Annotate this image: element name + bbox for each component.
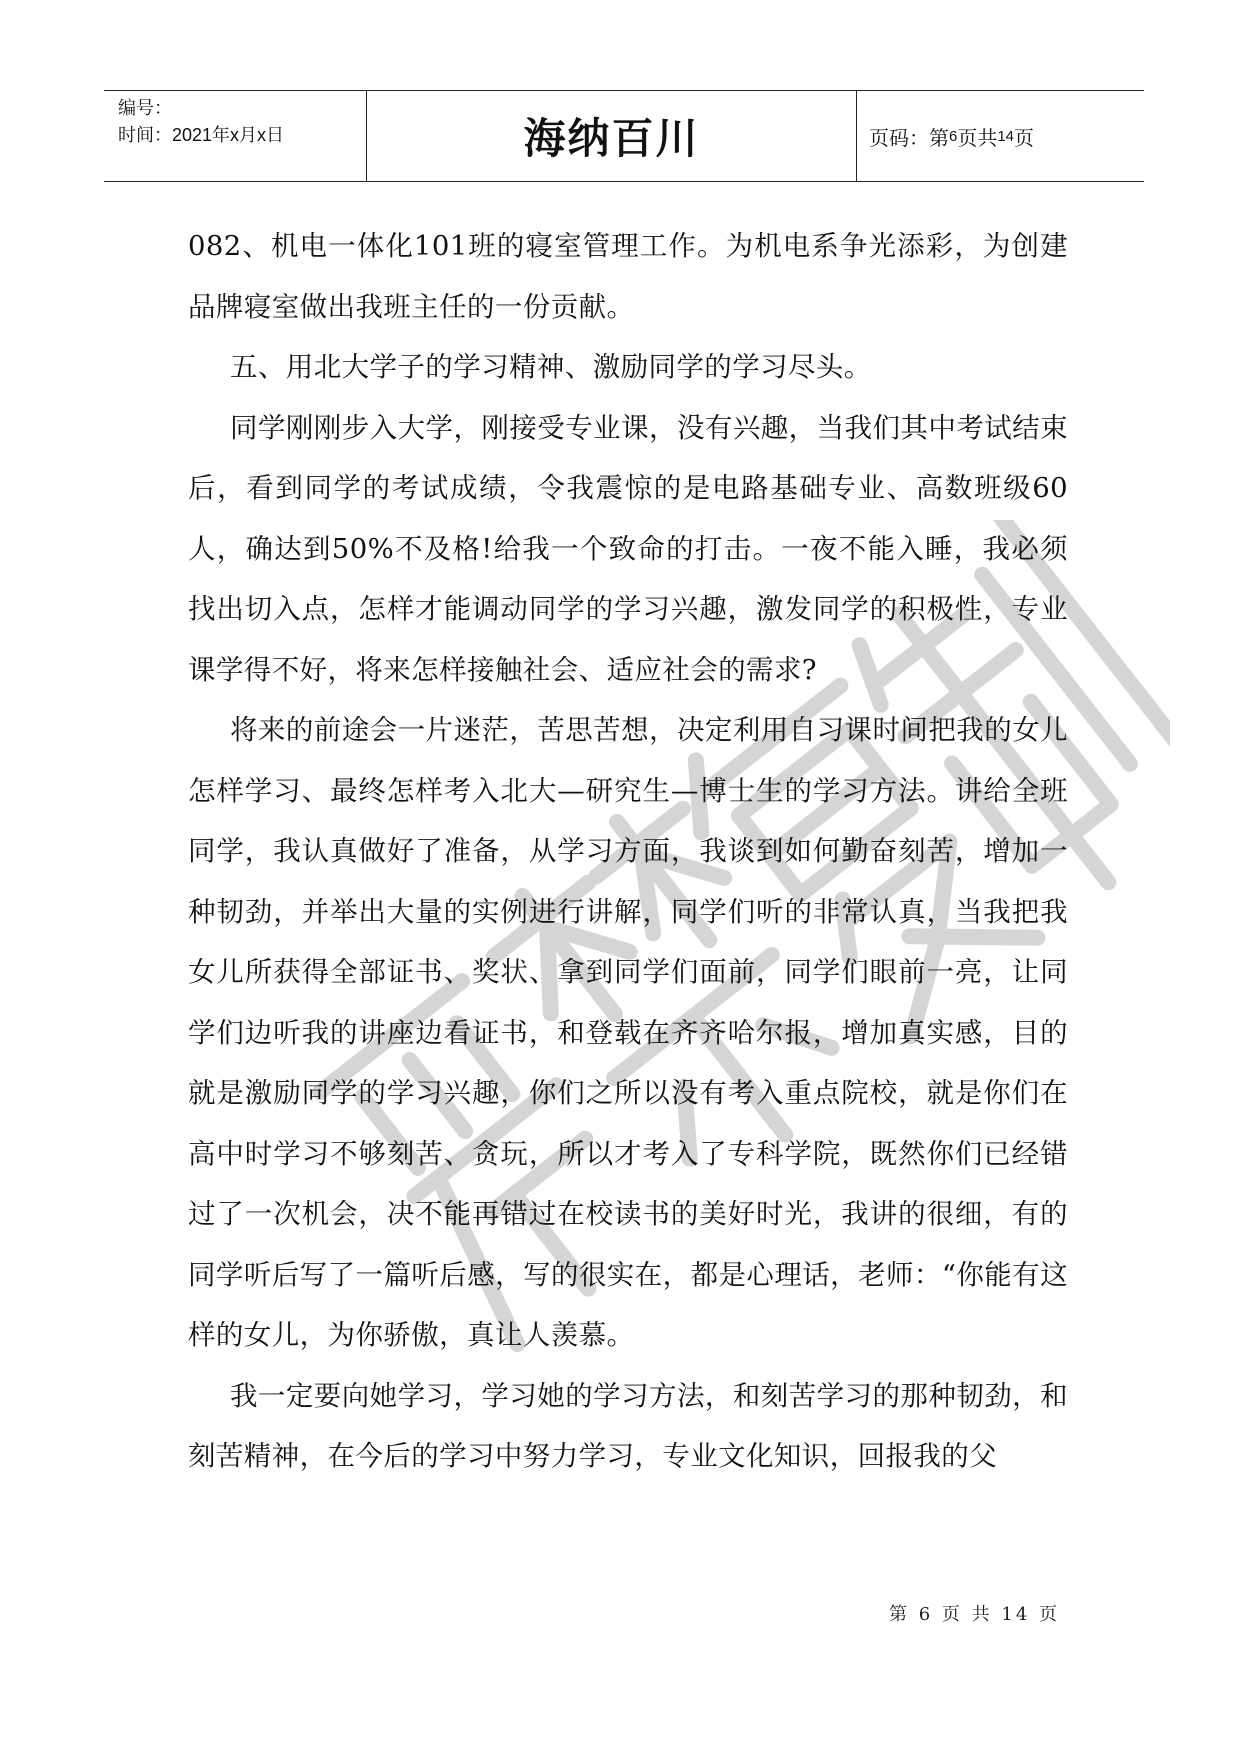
time-label: 时间：2021年x月x日 xyxy=(118,125,285,145)
header-title: 海纳百川 xyxy=(367,91,857,181)
page-footer: 第 6 页 共 14 页 xyxy=(889,1604,1060,1625)
page-code-total: 14 xyxy=(997,127,1015,145)
page-code-suffix: 页 xyxy=(1014,127,1035,150)
page-code-mid: 页共 xyxy=(957,127,998,150)
page-code-current: 6 xyxy=(949,127,958,145)
header-meta-cell xyxy=(104,91,367,181)
body-paragraph: 我一定要向她学习，学习她的学习方法，和刻苦学习的那种韧劲，和刻苦精神，在今后的学习中努力学习，专业文化知识，回报我的父 xyxy=(188,1379,1068,1472)
body-paragraph: 将来的前途会一片迷茫，苦思苦想，决定利用自习课时间把我的女儿怎样学习、最终怎样考入北大—研究生—博士生的学习方法。讲给全班同学，我认真做好了准备，从学习方面，我谈到如何勤奋刻苦，增加一种韧劲，并举出大量的实例进行讲解，同学们听的非常认真，当我把我女儿所获得全部证书、奖状、拿到同学们面前，同学们眼前一亮，让同学们边听我的讲座边看证书，和登载在齐齐哈尔报，增加真实感，目的就是激励同学的学习兴趣，你们之所以没有考入重点院校，就是你们在高中时学习不够刻苦、贪玩，所以才考入了专科学院，既然你们已经错过了一次机会，决不能再错过在校读书的美好时光，我讲的很细，有的同学听后写了一篇听后感，写的很实在，都是心理话，老师：“你能有这样的女儿，为你骄傲，真让人羡慕。 xyxy=(188,714,1068,1351)
number-label: 编号： xyxy=(118,98,172,118)
body-paragraph: 082、机电一体化101班的寝室管理工作。为机电系争光添彩，为创建品牌寝室做出我班主任的一份贡献。 xyxy=(188,230,1068,323)
document-header xyxy=(104,90,1144,182)
document-body xyxy=(188,216,1068,1487)
header-page-code xyxy=(857,91,1144,181)
page-code-prefix: 页码：第 xyxy=(869,127,949,150)
body-paragraph: 五、用北大学子的学习精神、激励同学的学习尽头。 xyxy=(230,351,872,383)
body-paragraph: 同学刚刚步入大学，刚接受专业课，没有兴趣，当我们其中考试结束后，看到同学的考试成绩，令我震惊的是电路基础专业、高数班级60人，确达到50%不及格!给我一个致命的打击。一夜不能入睡，我必须找出切入点，怎样才能调动同学的学习兴趣，激发同学的积极性，专业课学得不好，将来怎样接触社会、适应社会的需求? xyxy=(188,411,1068,686)
